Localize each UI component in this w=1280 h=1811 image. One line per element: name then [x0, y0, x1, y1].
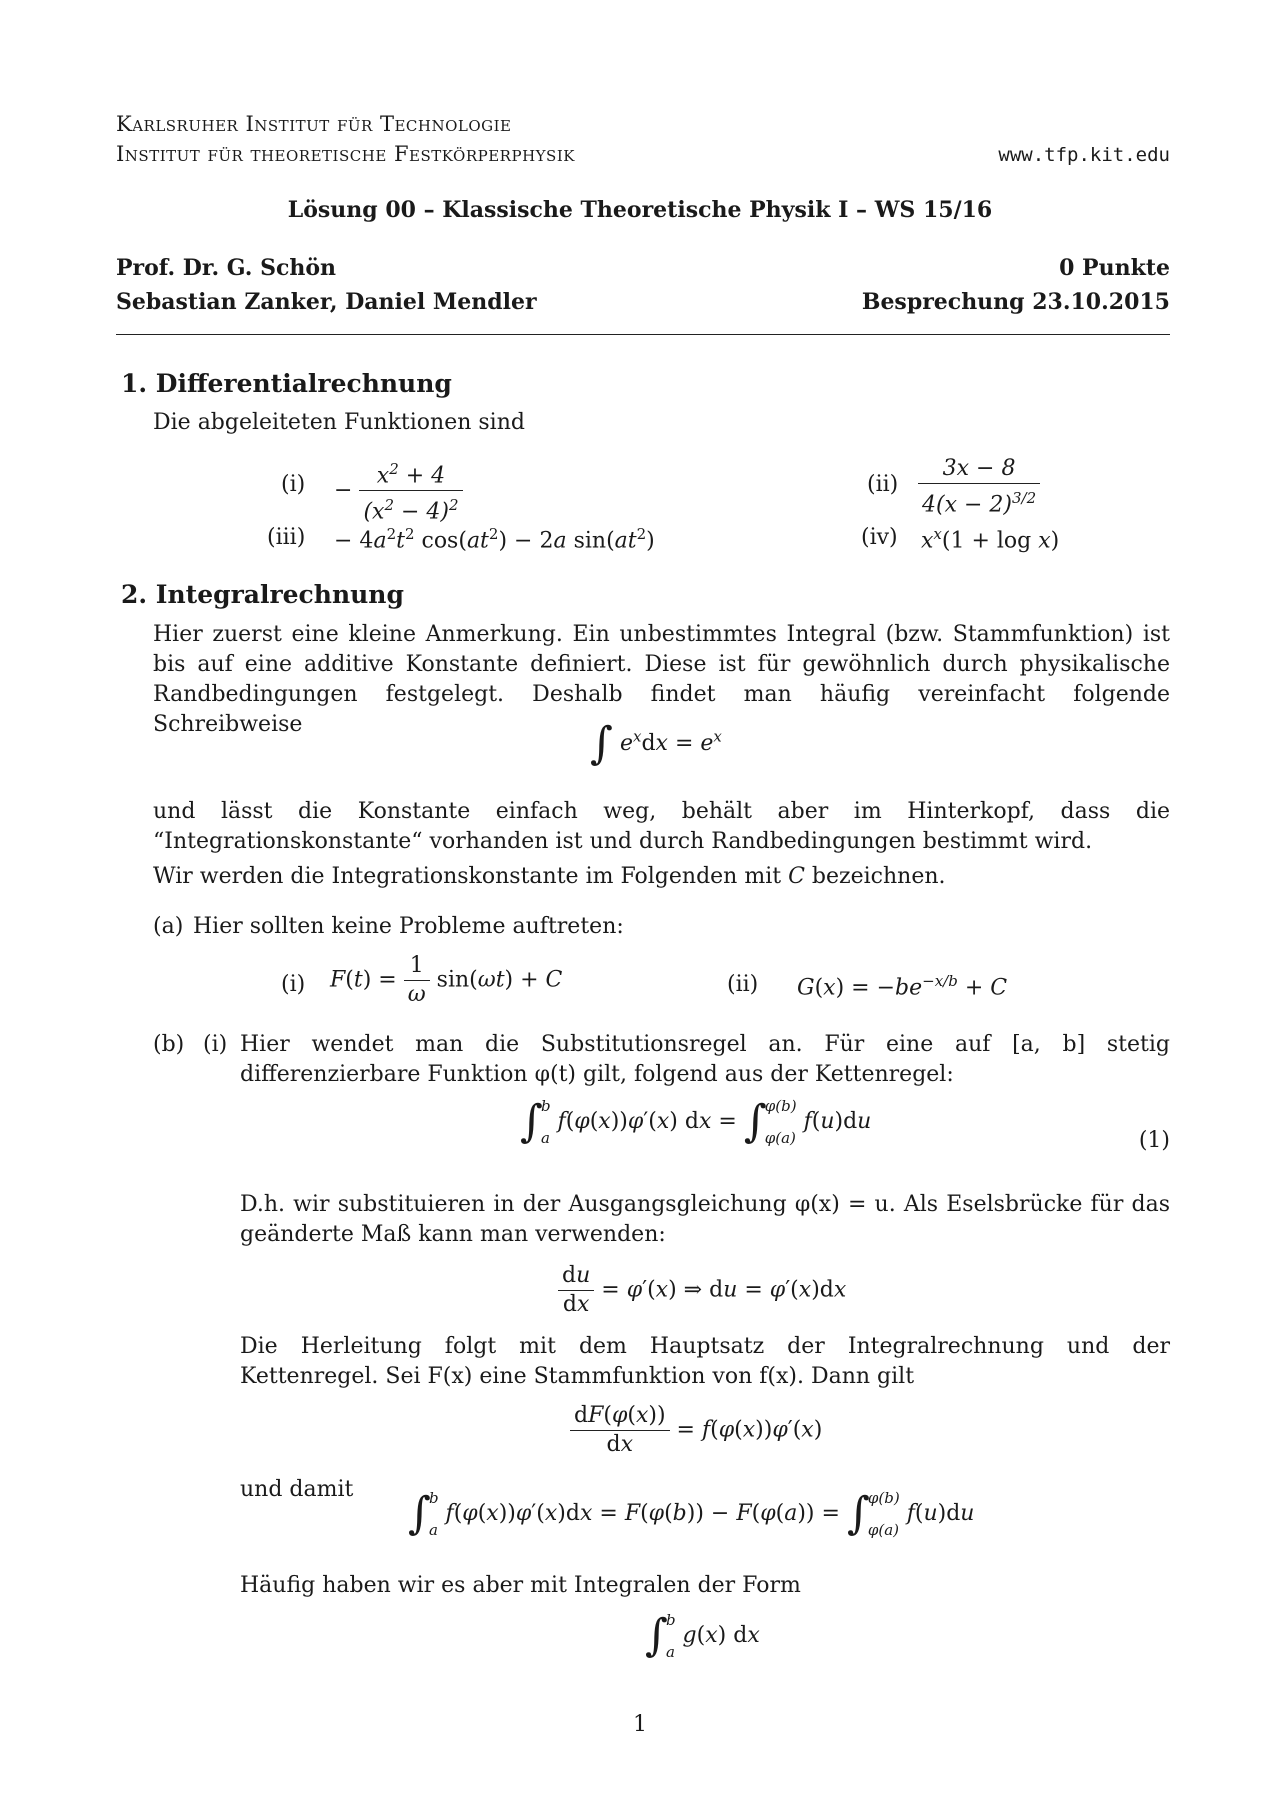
section-2-heading: 2. Integralrechnung: [121, 580, 404, 609]
website: www.tfp.kit.edu: [998, 144, 1170, 166]
points: 0 Punkte: [1059, 255, 1170, 281]
section-2-paragraph-2: und lässt die Konstante einfach weg, behält aber im Hinterkopf, dass die “Integrationskonstante“ vorhanden ist und durch Randbedingungen bestimmt wird.: [153, 799, 1170, 854]
derivative-iii: − $4a^2t^2$ $\cos(at^2) - 2a$ $\sin(at^2)$: [334, 525, 655, 554]
integral-exp: ∫ $e^xdx = e^x$: [590, 718, 722, 769]
label-iii: (iii): [267, 525, 306, 550]
part-b-text-3: Die Herleitung folgt mit dem Hauptsatz der Integralrechnung und der Kettenregel. Sei F(x) eine Stammfunktion von f(x). Dann gilt: [240, 1334, 1170, 1389]
part-a-label-i: (i): [281, 972, 306, 997]
chain-rule-equation: $\frac{dF(\varphi(x))}{dx}$ = f(φ(x))φ′(x): [570, 1402, 822, 1459]
section-2-paragraph-3: Wir werden die Integrationskonstante im Folgenden mit C bezeichnen.: [153, 864, 946, 889]
professor: Prof. Dr. G. Schön: [116, 255, 337, 281]
part-a-text: Hier sollten keine Probleme auftreten:: [193, 914, 624, 939]
document-title: Lösung 00 – Klassische Theoretische Physik I – WS 15/16: [287, 197, 993, 223]
part-b-text-4: und damit: [240, 1477, 354, 1502]
discussion-date: Besprechung 23.10.2015: [861, 289, 1170, 315]
section-1-intro: Die abgeleiteten Funktionen sind: [153, 410, 525, 435]
section-2-paragraph-1: Hier zuerst eine kleine Anmerkung. Ein unbestimmtes Integral (bzw. Stammfunktion) ist bis auf eine additive Konstante definiert. Diese ist für gewöhnlich durch physikalische Randbedingungen festgelegt. Deshalb findet man häufig vereinfacht folgende Schreibweise: [153, 622, 1170, 737]
part-b-text-1: Hier wendet man die Substitutionsregel an. Für eine auf [a, b] stetig differenzierbare Funktion φ(t) gilt, folgend aus der Kettenregel:: [240, 1032, 1170, 1087]
measure-change-equation: $\frac{du}{dx}$ = φ′(x) ⇒ du = φ′(x)dx: [558, 1262, 846, 1319]
derivative-ii: $\frac{3x - 8}{4(x - 2)^{3/2}}$: [918, 455, 1040, 519]
antiderivative-i: F(t) = $\frac{1}{\omega}$ sin(ωt) + C: [330, 953, 563, 1007]
label-i: (i): [281, 472, 306, 497]
integral-g-form: ∫ b a g(x) dx: [645, 1610, 760, 1661]
section-1-heading: 1. Differentialrechnung: [121, 369, 452, 398]
part-b-i-label: (i): [203, 1032, 228, 1057]
fundamental-theorem-equation: ∫ b a f(φ(x))φ′(x)dx = F(φ(b)) − F(φ(a)) = ∫ φ(b) φ(a) f(u)du: [408, 1488, 975, 1539]
antiderivative-ii: $G(x) = -be^{-x/b} + C$: [797, 972, 1008, 1001]
part-b-text-2: D.h. wir substituieren in der Ausgangsgleichung φ(x) = u. Als Eselsbrücke für das geänderte Maß kann man verwenden:: [240, 1192, 1170, 1247]
header-divider: [116, 334, 1170, 335]
derivative-i: − $\frac{x^2 + 4}{(x^2 - 4)^2}$: [334, 455, 463, 527]
substitution-rule-equation: ∫ b a f(φ(x))φ′(x) dx = ∫ φ(b) φ(a) f(u)du: [520, 1096, 872, 1147]
institute-name: Karlsruher Institut für Technologie: [116, 112, 512, 136]
label-iv: (iv): [861, 525, 898, 550]
page-number: 1: [633, 1712, 647, 1737]
equation-number: (1): [1138, 1128, 1170, 1153]
institute-department: Institut für theoretische Festkörperphysik: [116, 142, 575, 166]
part-b-text-5: Häufig haben wir es aber mit Integralen der Form: [240, 1573, 801, 1598]
derivative-iv: $x^x(1 + \log x)$: [921, 525, 1060, 554]
tutors: Sebastian Zanker, Daniel Mendler: [116, 289, 537, 315]
label-ii: (ii): [867, 472, 899, 497]
part-a-label: (a): [153, 914, 184, 939]
part-b-label: (b): [153, 1032, 185, 1057]
part-a-label-ii: (ii): [727, 972, 759, 997]
